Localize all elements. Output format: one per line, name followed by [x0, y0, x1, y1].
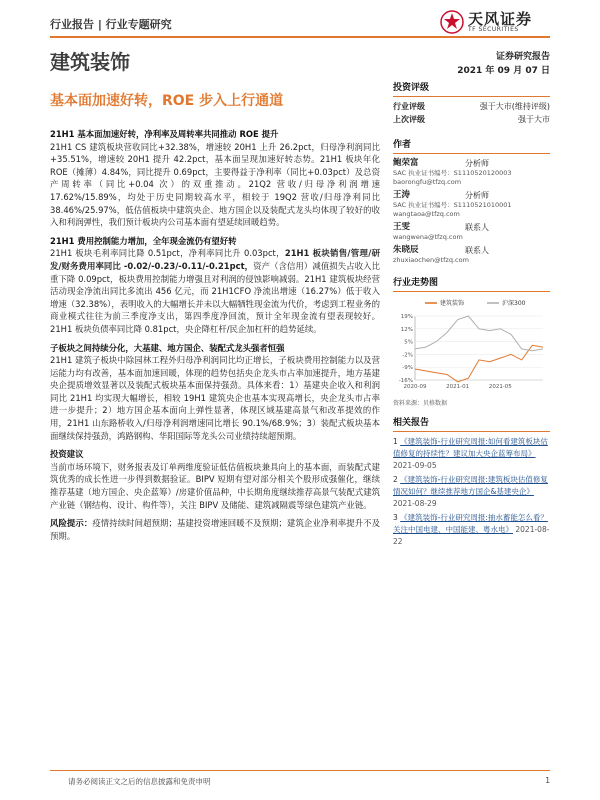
author-name: 王雯: [393, 222, 411, 232]
report-section: [50, 517, 380, 542]
page-header: [50, 12, 550, 34]
page-number: 1: [545, 776, 550, 785]
report-section: [50, 448, 380, 511]
legend-label: 建筑装饰: [440, 300, 465, 307]
header-divider: [50, 36, 550, 38]
related-report-number: 1: [393, 437, 398, 446]
section-heading: 子板块之间持续分化，大基建、地方国企、装配式龙头强者恒强: [50, 342, 285, 353]
report-section: [50, 128, 380, 229]
rating-row: [393, 101, 550, 114]
rating-row: [393, 114, 550, 127]
author-entry: [393, 245, 550, 265]
author-email[interactable]: baorongfu@tfzq.com: [393, 178, 462, 186]
rating-label: 上次评级: [393, 115, 425, 124]
author-email[interactable]: zhuxiaochen@tfzq.com: [393, 256, 469, 264]
tf-securities-logo: [440, 8, 550, 38]
y-tick-label: 12%: [400, 326, 413, 333]
related-title: 相关报告: [393, 415, 550, 432]
y-tick-label: 5%: [404, 339, 413, 346]
author-name: 王涛: [393, 190, 411, 200]
report-section: [50, 235, 380, 336]
author-entry: [393, 158, 550, 187]
section-text: 资产（含信用）减值损失占收入比重下降 0.09pct，板块费用控制能力增强且对利润的侵蚀影响减弱。21H1 建筑板块经营活动现金净流出同比多流出 456 亿元，而 21H1CFO 净流出增速（16.27%）低于收入增速（32.38%），表明收入的大幅增长并未以大幅牺牲现金流为代价，考虑到工程业务的商业模式往往为前三季度净支出，第四季度净回流，预计全年现金流有望表现较好。21H1 板块负债率同比降 0.81pct，央企降杠杆/民企加杠杆的趋势延续。: [50, 260, 381, 334]
sector-title: 建筑装饰: [50, 50, 130, 74]
report-date: 2021 年 09 月 07 日: [457, 66, 550, 76]
author-role: 联系人: [465, 246, 489, 255]
author-email[interactable]: wangwena@tfzq.com: [393, 233, 463, 241]
section-text: 21H1 板块毛利率同比降 0.51pct，净利率同比升 0.03pct，: [50, 248, 285, 259]
related-report-link[interactable]: 《建筑装饰-行业研究周报:抽水蓄能怎么看？关注中国电建、中国能建、粤水电》: [393, 513, 548, 534]
rating-block: [393, 80, 550, 127]
y-tick-label: 19%: [400, 314, 413, 320]
author-name: 鲍荣富: [393, 158, 419, 168]
legend-label: 沪深300: [502, 300, 526, 307]
related-report-date: 2021-09-05: [393, 461, 437, 470]
x-tick-label: 2021-01: [446, 384, 470, 390]
author-role: 联系人: [465, 223, 489, 232]
rating-value: 强于大市: [518, 115, 550, 124]
chart-source: 资料来源：贝格数据: [393, 400, 448, 407]
section-heading: 投资建议: [50, 449, 84, 460]
series-line: [415, 345, 543, 382]
rating-title: 投资评级: [393, 80, 550, 97]
logo-chinese-text: 天风证券: [468, 10, 533, 28]
related-report-item[interactable]: [393, 474, 550, 510]
author-role: 分析师: [465, 159, 489, 168]
sidebar: [393, 80, 550, 550]
series-line: [415, 316, 543, 351]
report-type: 证券研究报告: [495, 52, 550, 62]
report-meta: [457, 50, 550, 78]
section-text: 21H1 CS 建筑板块营收同比+32.38%，增速较 20H1 上升 26.2pct，归母净利润同比+35.51%，增速较 20H1 提升 42.2pct，基本面呈现加速好转态势。21H1 板块年化 ROE（摊薄）4.84%，同比提升 0.69pct，主要得益于净利率（同比+0.03pct）及总资产周转率（同比+0.04 次）的双重推动。21Q2 营收/归母净利润增速 17.62%/15.89%，均处于历史同期较高水平，相较于 19Q2 营收/归母净利同比 38.46%/25.97%，低估值板块中建筑央企、地方国企以及装配式龙头均体现了较好的收入和利润弹性，我们预计板块内公司基本面有望延续回暖趋势。: [50, 141, 380, 228]
section-text: 当前市场环境下，财务报表及订单两维度验证低估值板块兼具向上的基本面，而装配式建筑优秀的成长性进一步得到数据验证。BIPV 短期有望对部分相关个股形成强催化，继续推荐基建（地方国企、央企蓝筹）/房建价值品种，中长期角度继续推荐高景气装配式建筑产业链（钢结构、设计、构件等），关注 BIPV 及储能、建筑减隔震等绿色建筑产业链。: [50, 461, 380, 510]
authors-block: [393, 137, 550, 265]
related-block: [393, 415, 550, 548]
rating-label: 行业评级: [393, 102, 425, 111]
report-category: 行业报告 | 行业专题研究: [50, 18, 172, 31]
section-heading: 21H1 基本面加速好转，净利率及周转率共同推动 ROE 提升: [50, 129, 279, 139]
related-report-item[interactable]: [393, 436, 550, 472]
report-section: [50, 342, 380, 443]
author-cert: SAC 执业证书编号：S1110521010001: [393, 201, 512, 209]
related-report-number: 2: [393, 475, 398, 484]
report-body: [50, 128, 380, 548]
footer-divider: [50, 770, 550, 771]
y-tick-label: -9%: [402, 365, 413, 372]
rating-value: 强于大市(维持评级): [479, 102, 550, 111]
y-tick-label: -16%: [398, 378, 413, 384]
logo-mark-icon: [440, 10, 464, 34]
related-report-item[interactable]: [393, 512, 550, 548]
author-role: 分析师: [465, 191, 489, 200]
main-title: 基本面加速好转，ROE 步入上行通道: [50, 93, 284, 109]
author-entry: [393, 222, 550, 242]
section-heading: 21H1 费用控制能力增加，全年现金流仍有望好转: [50, 235, 237, 246]
related-report-date: 2021-08-22: [393, 525, 550, 546]
authors-title: 作者: [393, 137, 550, 154]
trend-chart: [393, 296, 550, 396]
author-cert: SAC 执业证书编号：S1110520120003: [393, 169, 512, 177]
author-email[interactable]: wangtaoa@tfzq.com: [393, 210, 460, 218]
disclaimer-notice: 请务必阅读正文之后的信息披露和免责申明: [68, 777, 211, 786]
related-report-link[interactable]: 《建筑装饰-行业研究周报:建筑板块估值修复情况如何？继续推荐地方国企&基建央企》: [393, 475, 548, 496]
trend-title: 行业走势图: [393, 275, 550, 292]
section-heading: 风险提示：: [50, 518, 93, 529]
author-entry: [393, 190, 550, 219]
trend-chart-block: [393, 275, 550, 407]
related-report-link[interactable]: 《建筑装饰-行业研究周报:如何看建筑板块估值修复的持续性？建议加大央企蓝筹布局》: [393, 437, 548, 458]
x-tick-label: 2021-05: [488, 384, 512, 390]
y-tick-label: -2%: [402, 352, 413, 359]
logo-english-text: TF SECURITIES: [468, 26, 519, 33]
section-text: 21H1 板块销售/管理/研发/财务费用率同比 -0.02/-0.23/-0.11/-0.21pct，: [50, 248, 380, 271]
x-tick-label: 2020-09: [403, 384, 427, 390]
related-report-date: 2021-08-29: [393, 499, 437, 508]
related-report-number: 3: [393, 513, 398, 522]
section-text: 21H1 建筑子板块中除园林工程外归母净利润同比均正增长，子板块费用控制能力以及营运能力均有改善，基本面加速回暖，体现的趋势包括央企龙头市占率加速提升，地方基建央企提质增效显著以及装配式板块基本面保持强劲。具体来看：1）基建央企收入和利润同比 21H1 均实现大幅增长，相较 19H1 建筑央企也基本实现高增长，央企龙头市占率进一步提升；2）地方国企基本面向上弹性显著，体现区域基建高景气和改革提效的作用，21H1 山东路桥收入/归母净利润增速同比增长 90.1%/68.9%；3）装配式板块基本面继续保持强劲，鸿路钢构、华阳国际等龙头公司业绩持续超预期。: [50, 355, 380, 441]
author-name: 朱晓辰: [393, 245, 419, 255]
section-text: 疫情持续时间超预期；基建投资增速回暖不及预期；建筑企业净利率提升不及预期。: [50, 518, 381, 541]
